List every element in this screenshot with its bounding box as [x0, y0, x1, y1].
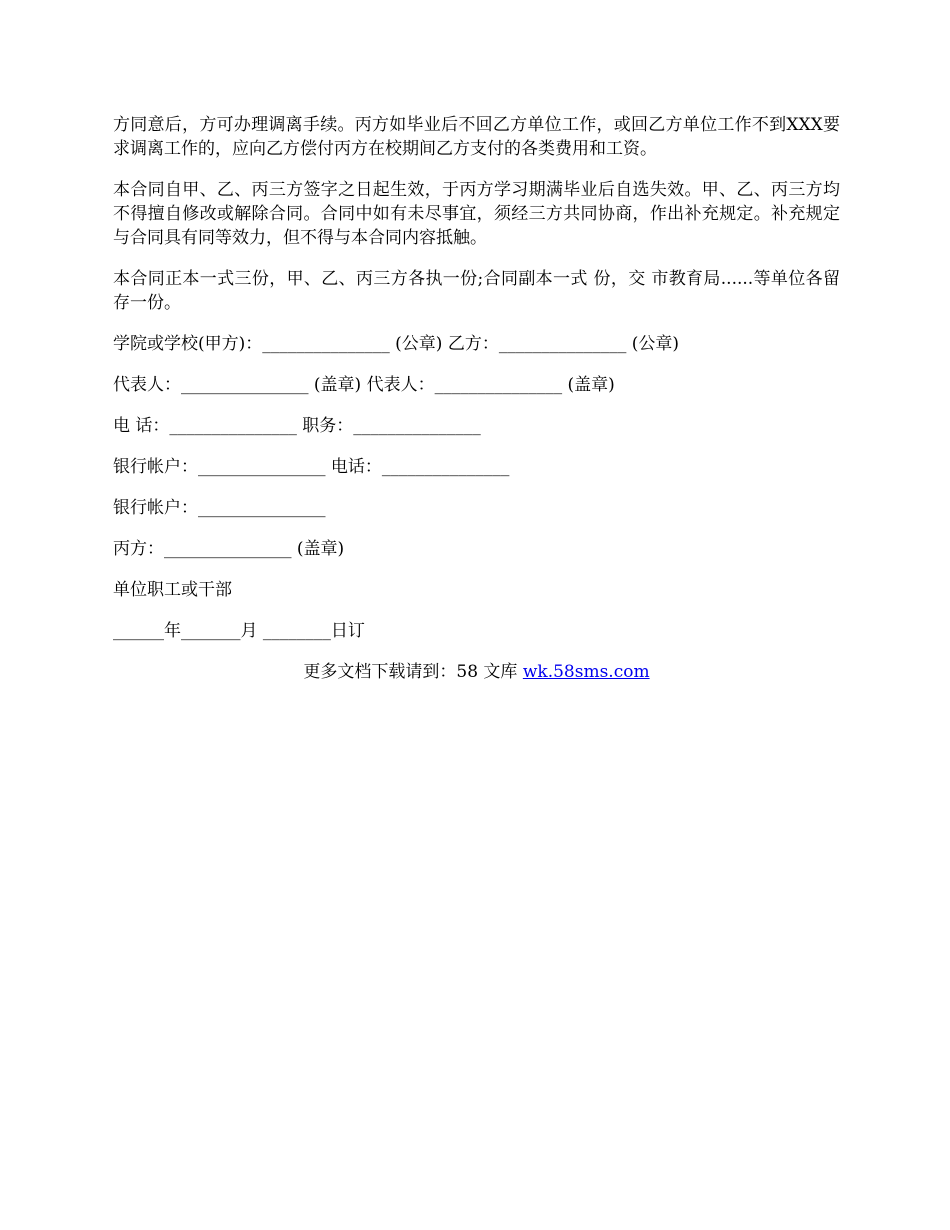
- signature-line-bank-account: 银行帐户：_______________ 电话：_______________: [113, 457, 510, 477]
- signature-line-party-c: 丙方：_______________ (盖章): [113, 539, 345, 559]
- footer-text: 更多文档下载请到：58 文库: [303, 662, 523, 682]
- document-page: [113, 113, 840, 684]
- paragraph-transfer-terms: 方同意后，方可办理调离手续。丙方如毕业后不回乙方单位工作，或回乙方单位工作不到XXX要求调离工作的，应向乙方偿付丙方在校期间乙方支付的各类费用和工资。: [113, 115, 840, 159]
- paragraph-effective-terms: 本合同自甲、乙、丙三方签字之日起生效，于丙方学习期满毕业后自选失效。甲、乙、丙三方均不得擅自修改或解除合同。合同中如有未尽事宜，须经三方共同协商，作出补充规定。补充规定与合同具有同等效力，但不得与本合同内容抵触。: [113, 180, 840, 248]
- signature-line-phone: 电 话：_______________ 职务：_______________: [113, 416, 481, 436]
- footer-link[interactable]: wk.58sms.com: [522, 662, 650, 682]
- signature-line-employee: 单位职工或干部: [113, 580, 232, 600]
- signature-line-party-a: 学院或学校(甲方)：_______________ (公章) 乙方：_______________ (公章): [113, 334, 680, 354]
- paragraph-copies-terms: 本合同正本一式三份，甲、乙、丙三方各执一份;合同副本一式 份，交 市教育局......等单位各留存一份。: [113, 269, 840, 313]
- signature-line-date: ______年_______月 ________日订: [113, 621, 365, 641]
- download-footer: [113, 660, 840, 684]
- signature-line-bank-account-2: 银行帐户：_______________: [113, 498, 326, 518]
- signature-line-representative: 代表人：_______________ (盖章) 代表人：_______________ (盖章): [113, 375, 615, 395]
